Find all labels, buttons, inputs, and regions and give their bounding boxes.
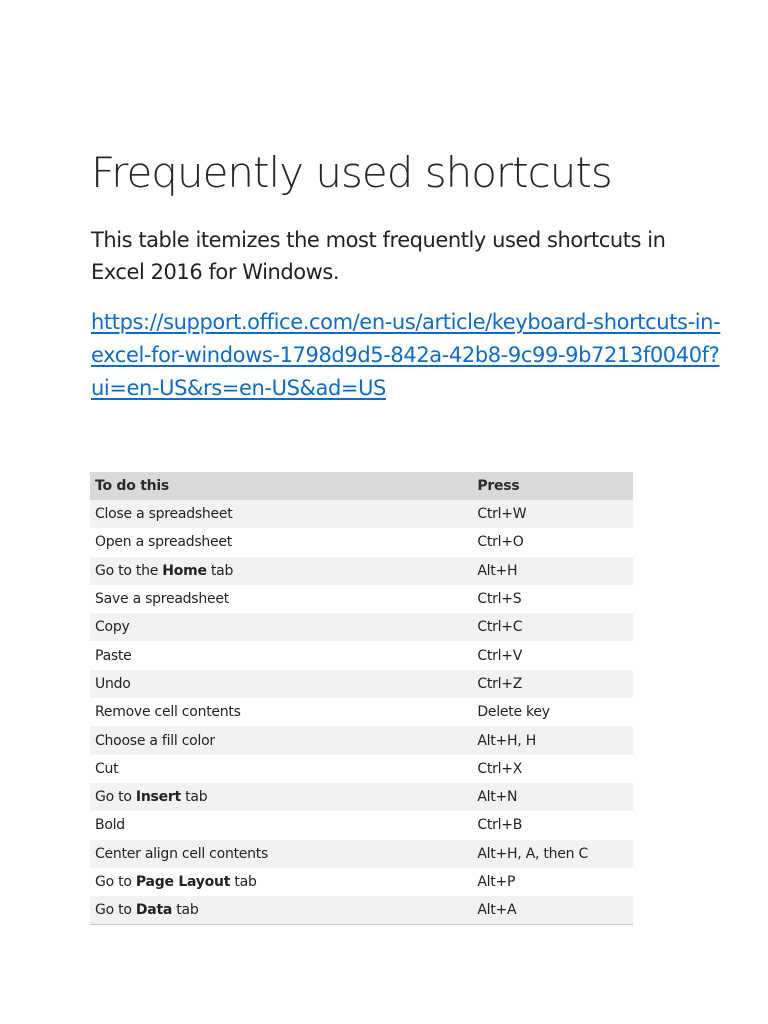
table-row: [90, 557, 633, 585]
support-article-link[interactable]: https://support.office.com/en-us/article/keyboard-shortcuts-in-excel-for-windows-1798d9d5-842a-42b8-9c99-9b7213f0040f?ui=en-US&rs=en-US&ad=US: [91, 310, 721, 400]
table-header-row: [90, 472, 633, 500]
shortcut-keys: Alt+H: [472, 557, 633, 585]
shortcut-action: [90, 670, 472, 698]
shortcuts-table: [90, 472, 633, 925]
table-row: [90, 698, 633, 726]
action-emphasis: Home: [162, 562, 207, 579]
table-row: [90, 641, 633, 669]
shortcut-action: [90, 698, 472, 726]
table-row: [90, 585, 633, 613]
page-title: Frequently used shortcuts: [91, 148, 612, 197]
action-text: Save a spreadsheet: [95, 591, 229, 608]
shortcut-keys: Ctrl+O: [472, 528, 633, 556]
table-row: [90, 868, 633, 896]
action-text: Close a spreadsheet: [95, 506, 233, 523]
shortcut-keys: Alt+P: [472, 868, 633, 896]
shortcut-action: [90, 755, 472, 783]
action-text: Open a spreadsheet: [95, 534, 232, 551]
action-text: tab: [206, 562, 234, 579]
header-press: Press: [472, 472, 633, 500]
shortcut-action: [90, 613, 472, 641]
action-text: Paste: [95, 647, 132, 664]
shortcut-keys: Ctrl+W: [472, 500, 633, 528]
shortcut-keys: Ctrl+B: [472, 811, 633, 839]
action-text: Undo: [95, 675, 131, 692]
table-row: [90, 755, 633, 783]
table-row: [90, 783, 633, 811]
shortcut-keys: Ctrl+S: [472, 585, 633, 613]
shortcut-keys: Delete key: [472, 698, 633, 726]
action-text: Remove cell contents: [95, 704, 241, 721]
action-text: tab: [172, 902, 199, 919]
header-to-do-this: To do this: [90, 472, 472, 500]
table-row: [90, 528, 633, 556]
action-text: tab: [180, 789, 208, 806]
shortcut-action: [90, 811, 472, 839]
table-body: [90, 500, 633, 925]
shortcut-action: [90, 585, 472, 613]
shortcut-action: [90, 726, 472, 754]
shortcut-action: [90, 528, 472, 556]
shortcut-action: [90, 896, 472, 925]
action-emphasis: Insert: [135, 789, 181, 806]
action-text: Go to: [95, 874, 136, 890]
table-row: [90, 811, 633, 839]
shortcut-keys: Ctrl+Z: [472, 670, 633, 698]
table-row: [90, 613, 633, 641]
action-text: Go to: [95, 789, 136, 806]
shortcut-action: [90, 868, 472, 896]
action-text: Go to the: [95, 562, 163, 579]
table-row: [90, 670, 633, 698]
action-emphasis: Data: [135, 902, 173, 919]
shortcut-keys: Alt+H, A, then C: [472, 840, 633, 868]
intro-paragraph: This table itemizes the most frequently used shortcuts in Excel 2016 for Windows.: [91, 228, 666, 284]
shortcut-keys: Alt+N: [472, 783, 633, 811]
shortcut-action: [90, 641, 472, 669]
shortcut-action: [90, 840, 472, 868]
shortcut-keys: Ctrl+C: [472, 613, 633, 641]
shortcut-keys: Alt+H, H: [472, 726, 633, 754]
action-text: Choose a fill color: [95, 732, 215, 749]
shortcut-action: [90, 500, 472, 528]
shortcut-action: [90, 557, 472, 585]
shortcut-keys: Alt+A: [472, 896, 633, 925]
action-text: tab: [230, 874, 257, 890]
shortcut-keys: Ctrl+X: [472, 755, 633, 783]
action-text: Cut: [95, 760, 119, 777]
shortcut-keys: Ctrl+V: [472, 641, 633, 669]
table-header: [90, 472, 633, 500]
shortcut-action: [90, 783, 472, 811]
table-row: [90, 896, 633, 925]
action-text: Copy: [95, 619, 130, 636]
action-text: Center align cell contents: [95, 845, 269, 862]
table-row: [90, 840, 633, 868]
table-row: [90, 726, 633, 754]
action-text: Bold: [95, 817, 125, 834]
table-row: [90, 500, 633, 528]
action-text: Go to: [95, 902, 136, 919]
action-emphasis: Page Layout: [135, 874, 231, 890]
